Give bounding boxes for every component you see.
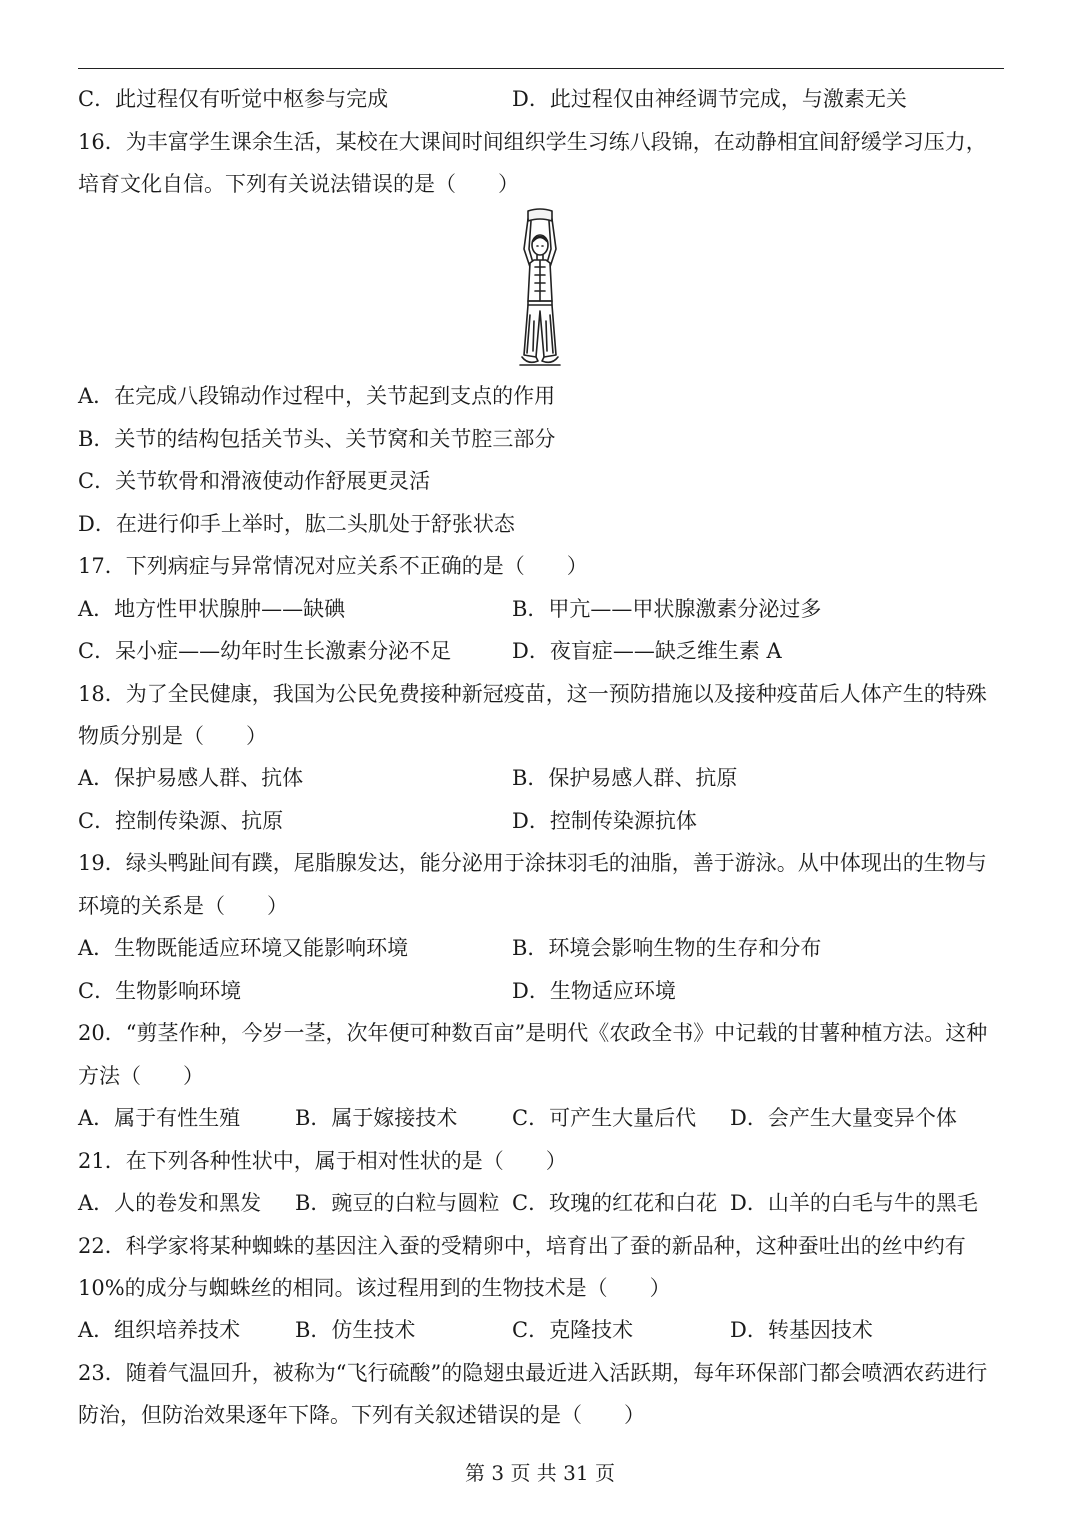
q19-option-b: B．环境会影响生物的生存和分布	[512, 936, 822, 960]
q22-option-d: D．转基因技术	[730, 1318, 873, 1342]
q20-stem-line2: 方法（ ）	[78, 1064, 204, 1088]
q18-option-a: A．保护易感人群、抗体	[78, 766, 304, 790]
q17-stem: 17．下列病症与异常情况对应关系不正确的是（ ）	[78, 554, 588, 578]
baduanjin-figure-illustration	[500, 205, 580, 373]
q20-option-a: A．属于有性生殖	[78, 1106, 241, 1130]
q18-stem-line2: 物质分别是（ ）	[78, 724, 267, 748]
q16-option-a: A．在完成八段锦动作过程中，关节起到支点的作用	[78, 384, 556, 408]
q23-stem-line1: 23．随着气温回升，被称为“飞行硫酸”的隐翅虫最近进入活跃期，每年环保部门都会喷洒农药进行	[78, 1361, 988, 1385]
q21-option-a: A．人的卷发和黑发	[78, 1191, 262, 1215]
q19-option-c: C．生物影响环境	[78, 979, 242, 1003]
page-number-footer: 第 3 页 共 31 页	[465, 1461, 615, 1485]
q21-option-b: B．豌豆的白粒与圆粒	[295, 1191, 500, 1215]
q20-option-b: B．属于嫁接技术	[295, 1106, 458, 1130]
q22-stem-line1: 22．科学家将某种蜘蛛的基因注入蚕的受精卵中，培育出了蚕的新品种，这种蚕吐出的丝中约有	[78, 1234, 966, 1258]
q16-stem-line2: 培育文化自信。下列有关说法错误的是（ ）	[78, 172, 519, 196]
q21-option-d: D．山羊的白毛与牛的黑毛	[730, 1191, 978, 1215]
q18-option-b: B．保护易感人群、抗原	[512, 766, 738, 790]
q20-option-c: C．可产生大量后代	[512, 1106, 697, 1130]
q19-stem-line1: 19．绿头鸭趾间有蹼，尾脂腺发达，能分泌用于涂抹羽毛的油脂，善于游泳。从中体现出的生物与	[78, 851, 987, 875]
q22-stem-line2: 10%的成分与蜘蛛丝的相同。该过程用到的生物技术是（ ）	[78, 1276, 671, 1300]
q22-option-a: A．组织培养技术	[78, 1318, 241, 1342]
q15-option-c: C．此过程仅有听觉中枢参与完成	[78, 87, 389, 111]
q19-option-a: A．生物既能适应环境又能影响环境	[78, 936, 409, 960]
q21-option-c: C．玫瑰的红花和白花	[512, 1191, 718, 1215]
q17-option-b: B．甲亢——甲状腺激素分泌过多	[512, 597, 822, 621]
q18-option-d: D．控制传染源抗体	[512, 809, 697, 833]
q22-option-b: B．仿生技术	[295, 1318, 416, 1342]
q17-option-d: D．夜盲症——缺乏维生素 A	[512, 639, 782, 663]
q23-stem-line2: 防治，但防治效果逐年下降。下列有关叙述错误的是（ ）	[78, 1403, 645, 1427]
q16-option-c: C．关节软骨和滑液使动作舒展更灵活	[78, 469, 431, 493]
q20-stem-line1: 20．“剪茎作种，今岁一茎，次年便可种数百亩”是明代《农政全书》中记载的甘薯种植方法。这种	[78, 1021, 988, 1045]
q22-option-c: C．克隆技术	[512, 1318, 634, 1342]
q18-stem-line1: 18．为了全民健康，我国为公民免费接种新冠疫苗，这一预防措施以及接种疫苗后人体产生的特殊	[78, 682, 987, 706]
q19-stem-line2: 环境的关系是（ ）	[78, 894, 288, 918]
q16-option-d: D．在进行仰手上举时，肱二头肌处于舒张状态	[78, 512, 515, 536]
q18-option-c: C．控制传染源、抗原	[78, 809, 284, 833]
q17-option-a: A．地方性甲状腺肿——缺碘	[78, 597, 346, 621]
q16-option-b: B．关节的结构包括关节头、关节窝和关节腔三部分	[78, 427, 556, 451]
q21-stem: 21．在下列各种性状中，属于相对性状的是（ ）	[78, 1149, 567, 1173]
header-rule	[78, 68, 1004, 69]
q16-stem-line1: 16．为丰富学生课余生活，某校在大课间时间组织学生习练八段锦，在动静相宜间舒缓学习压力，	[78, 130, 987, 154]
q20-option-d: D．会产生大量变异个体	[730, 1106, 957, 1130]
q17-option-c: C．呆小症——幼年时生长激素分泌不足	[78, 639, 452, 663]
q19-option-d: D．生物适应环境	[512, 979, 676, 1003]
q15-option-d: D．此过程仅由神经调节完成，与激素无关	[512, 87, 907, 111]
